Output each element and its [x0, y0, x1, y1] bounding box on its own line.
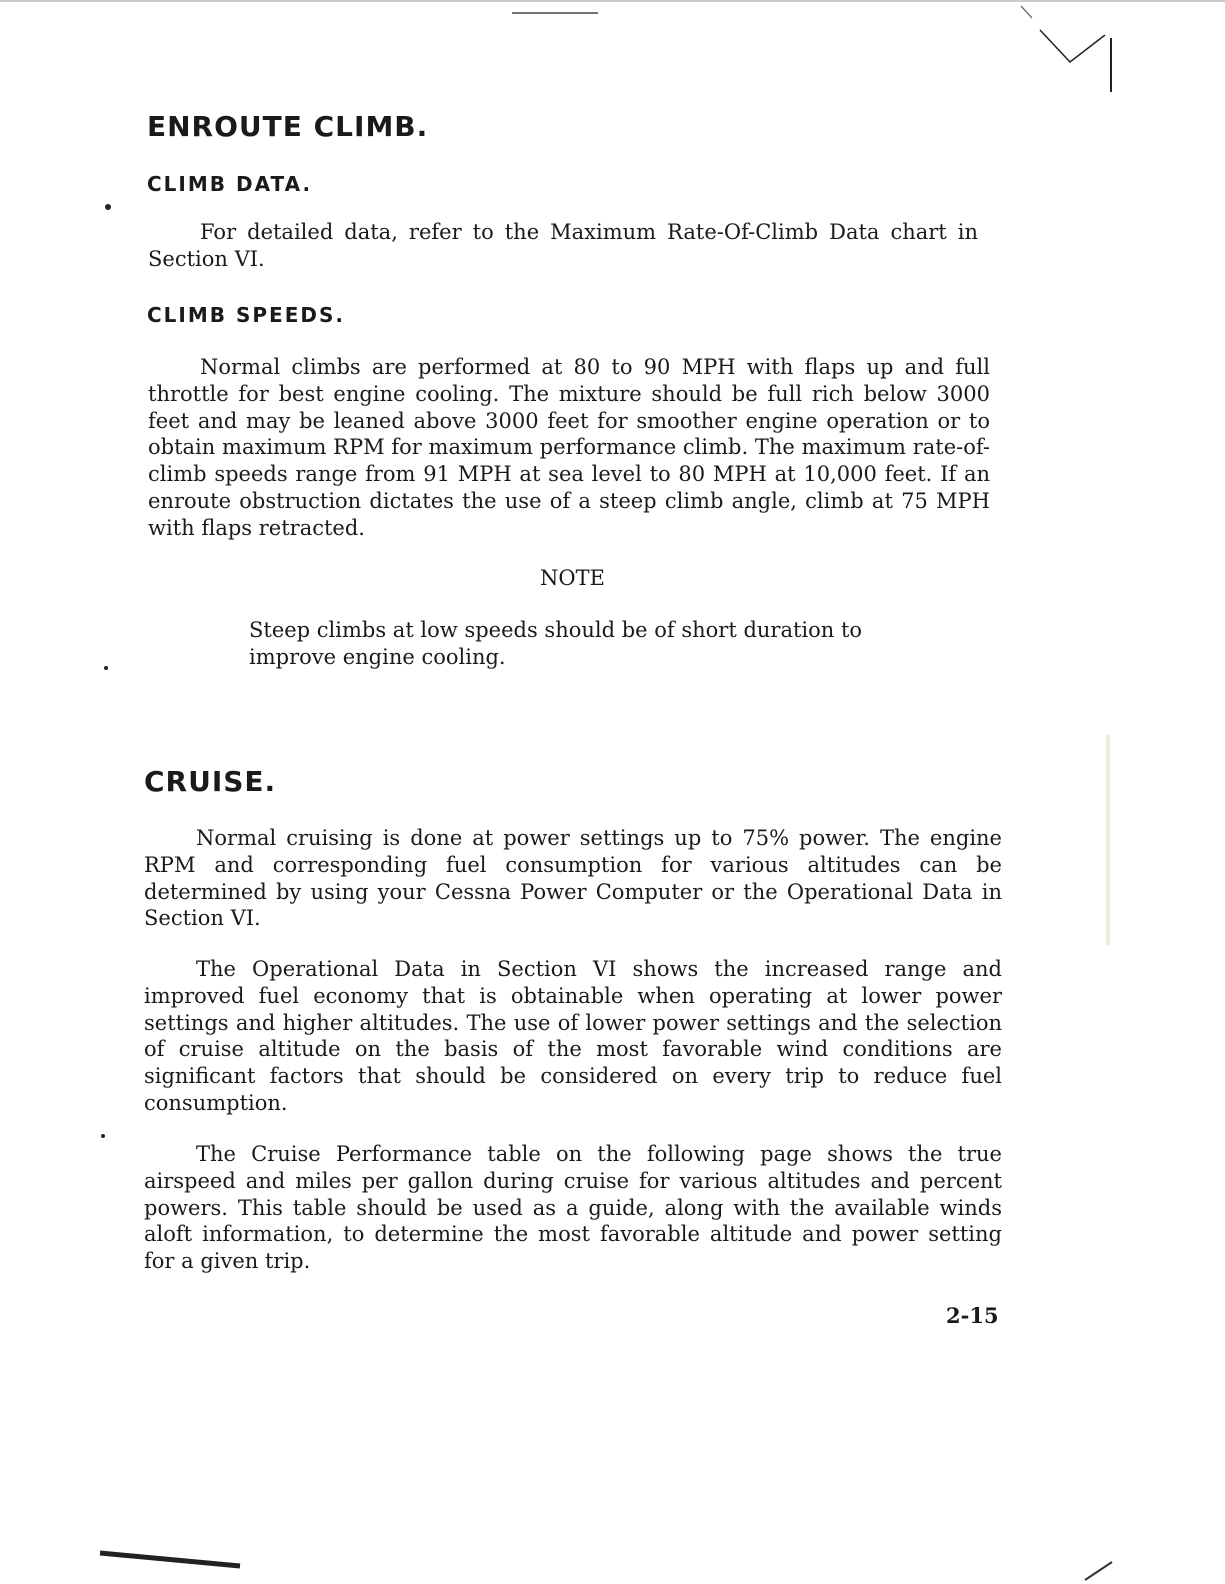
- subsection-heading-climb-speeds: CLIMB SPEEDS.: [147, 303, 345, 327]
- climb-data-paragraph: For detailed data, refer to the Maximum Rate-Of-Climb Data chart in Section VI.: [148, 220, 978, 271]
- note-label: NOTE: [540, 566, 605, 590]
- note-text: Steep climbs at low speeds should be of short duration to improve engine cooling.: [249, 618, 863, 669]
- cruise-paragraph-2: The Operational Data in Section VI shows the increased range and improved fuel economy that is obtainable when operating at lower power settings and higher altitudes. The use of lower power settings and the selection of cruise altitude on the basis of the most favorable wind conditions are significant factors that should be considered on every trip to reduce fuel consumption.: [144, 957, 1002, 1115]
- cruise-paragraph-3: The Cruise Performance table on the following page shows the true airspeed and miles per gallon during cruise for various altitudes and percent powers. This table should be used as a guide, along with the available winds aloft information, to determine the most favorable altitude and power setting for a given trip.: [144, 1142, 1002, 1274]
- section-title-enroute-climb: ENROUTE CLIMB.: [147, 110, 429, 143]
- cruise-paragraph-1: Normal cruising is done at power settings up to 75% power. The engine RPM and corresponding fuel consumption for various altitudes can be determined by using your Cessna Power Computer or the Operational Data in Section VI.: [144, 826, 1002, 931]
- section-title-cruise: CRUISE.: [144, 765, 277, 798]
- subsection-heading-climb-data: CLIMB DATA.: [147, 172, 313, 196]
- climb-speeds-paragraph: Normal climbs are performed at 80 to 90 MPH with flaps up and full throttle for best engine cooling. The mixture should be full rich below 3000 feet and may be leaned above 3000 feet for smoother engine operation or to obtain maximum RPM for maximum performance climb. The maximum rate-of-climb speeds range from 91 MPH at sea level to 80 MPH at 10,000 feet. If an enroute obstruction dictates the use of a steep climb angle, climb at 75 MPH with flaps retracted.: [148, 355, 990, 540]
- page-number: 2-15: [946, 1303, 999, 1328]
